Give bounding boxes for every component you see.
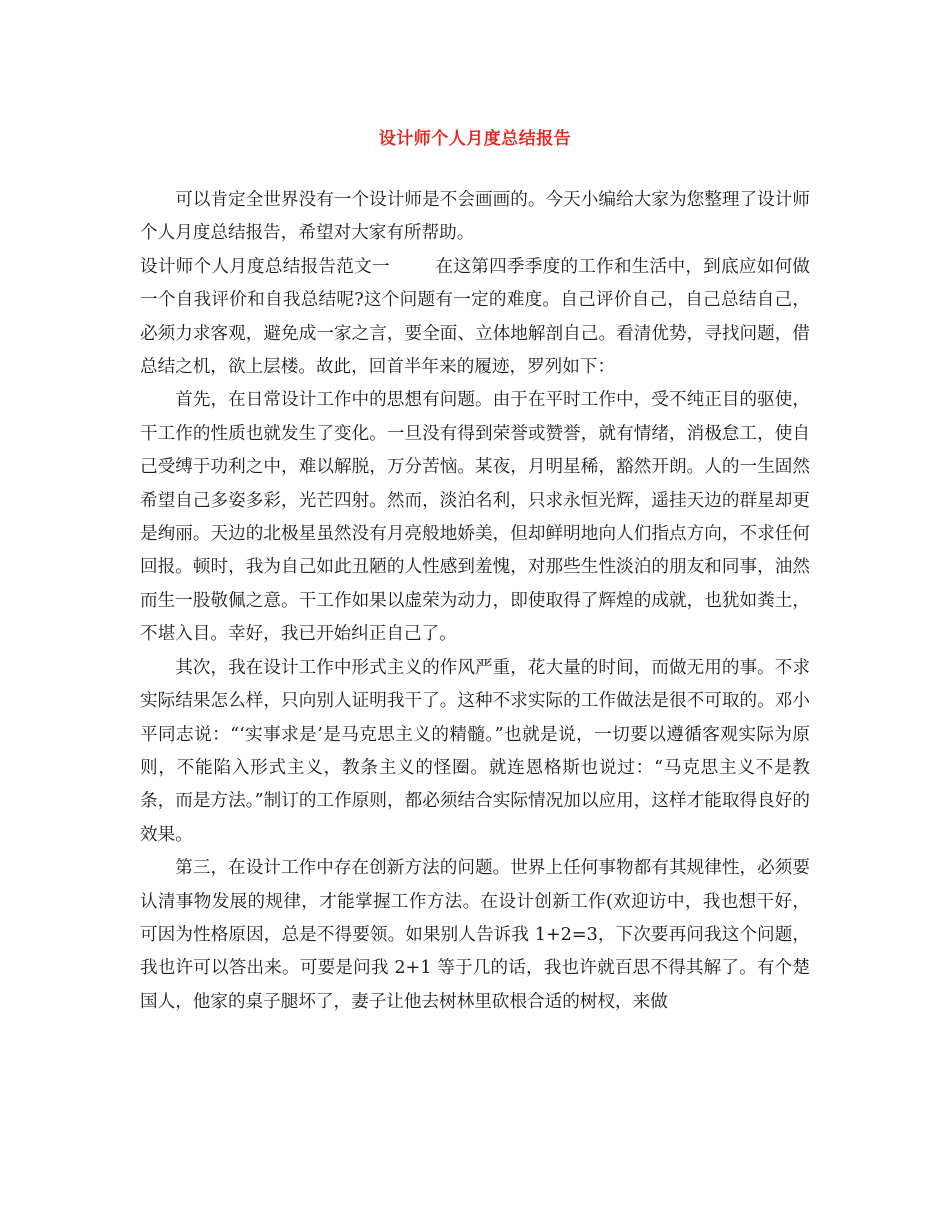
body-paragraph: 第三，在设计工作中存在创新方法的问题。世界上任何事物都有其规律性，必须要认清事物发展的规律，才能掌握工作方法。在设计创新工作(欢迎访中，我也想干好，可因为性格原因，总是不得要领。如果别人告诉我 1+2=3，下次要再问我这个问题，我也许可以答出来。可要是问我 2+1 等于几的话，我也许就百思不得其解了。有个楚国人，他家的桌子腿坏了，妻子让他去树林里砍根合适的树杈，来做 [140,858,810,1012]
section-heading: 设计师个人月度总结报告范文一 [140,256,390,277]
document-title: 设计师个人月度总结报告 [378,129,572,149]
intro-paragraph: 可以肯定全世界没有一个设计师是不会画画的。今天小编给大家为您整理了设计师个人月度总结报告，希望对大家有所帮助。 [140,190,810,244]
section-lead-text: 在这第四季季度的工作和生活中，到底应如何做一个自我评价和自我总结呢?这个问题有一定的难度。自己评价自己，自己总结自己，必须力求客观，避免成一家之言，要全面、立体地解剖自己。看清优势，寻找问题，借总结之机，欲上层楼。故此，回首半年来的履迹，罗列如下： [140,256,810,378]
body-paragraph: 首先，在日常设计工作中的思想有问题。由于在平时工作中，受不纯正目的驱使，干工作的性质也就发生了变化。一旦没有得到荣誉或赞誉，就有情绪，消极怠工，使自己受缚于功利之中，难以解脱，万分苦恼。某夜，月明星稀，豁然开朗。人的一生固然希望自己多姿多彩，光芒四射。然而，淡泊名利，只求永恒光辉，遥挂天边的群星却更是绚丽。天边的北极星虽然没有月亮般地娇美，但却鲜明地向人们指点方向，不求任何回报。顿时，我为自己如此丑陋的人性感到羞愧，对那些生性淡泊的朋友和同事，油然而生一股敬佩之意。干工作如果以虚荣为动力，即使取得了辉煌的成就，也犹如粪土，不堪入目。幸好，我已开始纠正自己了。 [140,390,810,645]
document-body [140,184,810,1019]
body-paragraph: 其次，我在设计工作中形式主义的作风严重，花大量的时间，而做无用的事。不求实际结果怎么样，只向别人证明我干了。这种不求实际的工作做法是很不可取的。邓小平同志说：“‘实事求是’是马克思主义的精髓。”也就是说，一切要以遵循客观实际为原则，不能陷入形式主义，教条主义的怪圈。就连恩格斯也说过：“马克思主义不是教条，而是方法。”制订的工作原则，都必须结合实际情况加以应用，这样才能取得良好的效果。 [140,657,810,845]
section-paragraph [140,251,810,385]
